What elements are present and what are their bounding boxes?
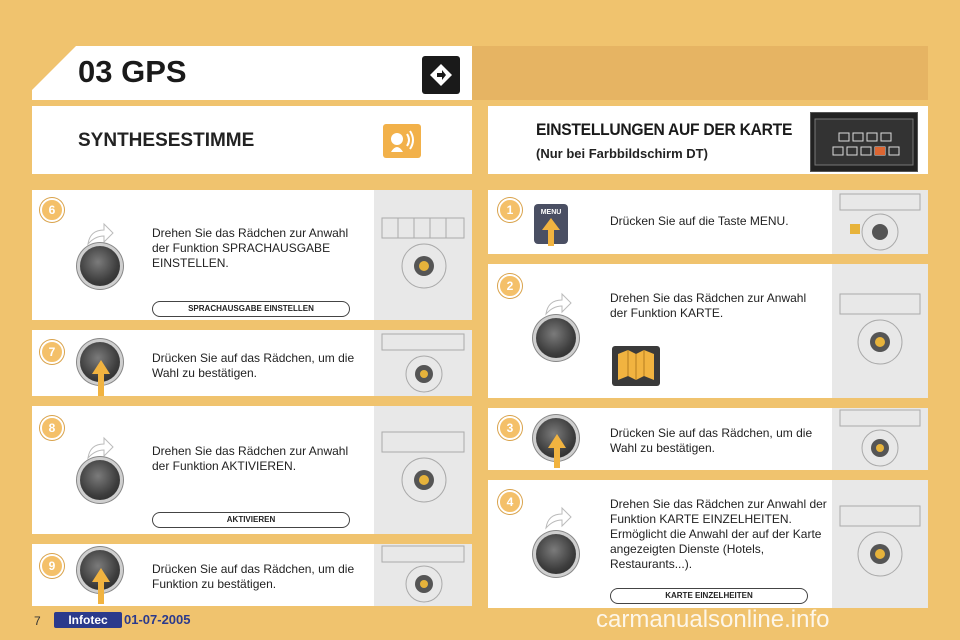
- step-7-radio-panel: [374, 330, 472, 396]
- step-1-radio-panel: [832, 190, 928, 254]
- print-date: 01-07-2005: [124, 612, 191, 627]
- step-text: Drücken Sie auf die Taste MENU.: [610, 214, 789, 228]
- rotate-arrow-icon: [542, 506, 572, 530]
- color-screen-image: [810, 112, 918, 172]
- page-number: 7: [34, 614, 41, 628]
- step-badge: 2: [498, 274, 522, 298]
- step-badge: 4: [498, 490, 522, 514]
- synthese-title: SYNTHESESTIMME: [78, 130, 255, 151]
- step-text: Drehen Sie das Rädchen zur Anwahl der Funktion AKTIVIEREN.: [152, 444, 349, 473]
- step-2-radio-panel: [832, 264, 928, 398]
- infotec-logo: Infotec: [54, 612, 122, 628]
- step-6-radio-panel: [374, 190, 472, 320]
- press-arrow-icon: [92, 568, 110, 604]
- step-text: Drehen Sie das Rädchen zur Anwahl der Funktion KARTE EINZELHEITEN. Ermöglicht die Anwahl der auf der Karte angezeigten Dienste (Hotels, Restaurants...).: [610, 497, 827, 571]
- step-text: Drehen Sie das Rädchen zur Anwahl der Funktion KARTE.: [610, 291, 807, 320]
- navigation-diamond-icon: [422, 56, 460, 94]
- rotary-knob-icon: [80, 246, 120, 286]
- step-text: Drücken Sie auf das Rädchen, um die Wahl zu bestätigen.: [152, 351, 355, 380]
- rotate-arrow-icon: [84, 222, 114, 246]
- step-text: Drehen Sie das Rädchen zur Anwahl der Funktion SPRACHAUSGABE EINSTELLEN.: [152, 226, 349, 270]
- function-label: SPRACHAUSGABE EINSTELLEN: [152, 301, 350, 317]
- step-4-radio-panel: [832, 480, 928, 608]
- step-badge: 6: [40, 198, 64, 222]
- step-8-radio-panel: [374, 406, 472, 534]
- voice-synthesis-icon: [383, 124, 421, 158]
- step-text: Drücken Sie auf das Rädchen, um die Wahl zu bestätigen.: [610, 426, 813, 455]
- rotary-knob-icon: [536, 318, 576, 358]
- rotary-knob-icon: [536, 534, 576, 574]
- step-badge: 1: [498, 198, 522, 222]
- step-3-radio-panel: [832, 408, 928, 470]
- page-title: 03 GPS: [78, 54, 187, 89]
- map-settings-title: EINSTELLUNGEN AUF DER KARTE: [536, 120, 793, 139]
- step-text: Drücken Sie auf das Rädchen, um die Funktion zu bestätigen.: [152, 562, 355, 591]
- rotate-arrow-icon: [542, 292, 572, 316]
- step-badge: 3: [498, 416, 522, 440]
- step-badge: 9: [40, 554, 64, 578]
- press-arrow-icon: [542, 218, 560, 246]
- function-label: AKTIVIEREN: [152, 512, 350, 528]
- press-arrow-icon: [92, 360, 110, 396]
- map-fold-icon: [612, 346, 660, 386]
- map-settings-subtitle: (Nur bei Farbbildschirm DT): [536, 146, 708, 161]
- press-arrow-icon: [548, 434, 566, 468]
- watermark: carmanualsonline.info: [596, 606, 830, 633]
- rotate-arrow-icon: [84, 436, 114, 460]
- map-background-band: [472, 46, 928, 100]
- step-9-radio-panel: [374, 544, 472, 606]
- menu-button-icon: MENU: [534, 204, 568, 244]
- rotary-knob-icon: [80, 460, 120, 500]
- step-badge: 8: [40, 416, 64, 440]
- step-badge: 7: [40, 340, 64, 364]
- function-label: KARTE EINZELHEITEN: [610, 588, 808, 604]
